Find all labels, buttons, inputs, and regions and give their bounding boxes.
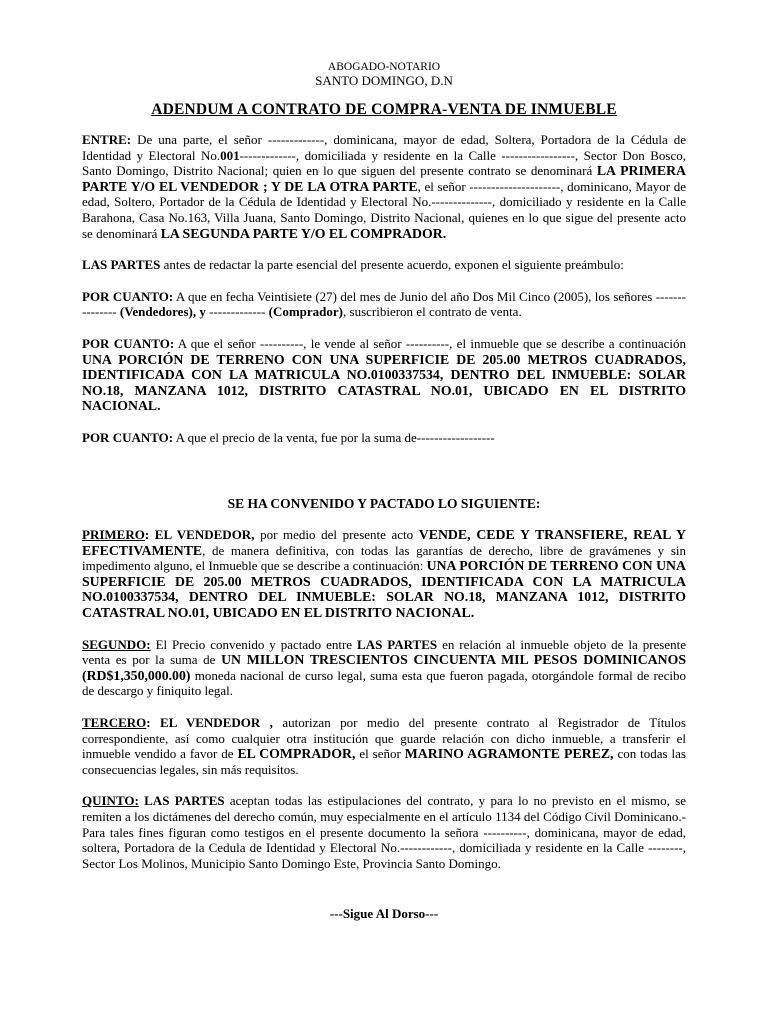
tercero-text-3: con todas las consecuencias legales, sin más requisitos.	[82, 746, 686, 777]
por-cuanto-3-text: A que el precio de la venta, fue por la suma de------------------	[173, 429, 495, 445]
las-partes-paragraph	[82, 257, 686, 273]
primero-label: PRIMERO	[82, 527, 145, 542]
document-title: ADENDUM A CONTRATO DE COMPRA-VENTA DE INMUEBLE	[151, 101, 617, 118]
las-partes-text: antes de redactar la parte esencial del presente acuerdo, exponen el siguiente preámbulo:	[160, 257, 624, 273]
comprador-label: (Comprador)	[268, 304, 344, 320]
tercero-nombre: MARINO AGRAMONTE PEREZ,	[404, 746, 614, 762]
clause-primero	[82, 527, 686, 621]
por-cuanto-3-paragraph	[82, 430, 686, 446]
primero-property-description: UNA PORCIÓN DE TERRENO CON UNA SUPERFICIE DE 205.00 METROS CUADRADOS, IDENTIFICADA CON LA MATRICULA NO.0100337534, DENTRO DEL INMUEBLE: SOLAR NO.18, MANZANA 1012, DISTRITO CATASTRAL NO.01, UBICADO EN EL DISTRITO NACIONAL.	[82, 558, 686, 620]
primero-text-2: , de manera definitiva, con todas las garantías de derecho, libre de gravámenes y sin impedimento alguno, el Inmueble que se describe a continuación:	[82, 542, 686, 574]
clause-quinto	[82, 793, 686, 871]
por-cuanto-2-label: POR CUANTO:	[82, 335, 175, 351]
segundo-text-2: en relación al inmueble objeto de la presente venta es por la suma de	[82, 636, 687, 668]
quinto-text-2: , domiciliada y residente en la Calle --------, Sector Los Molinos, Municipio Santo Domingo Este, Provincia Santo Domingo.	[82, 840, 686, 871]
tercero-text-2: el señor	[355, 746, 405, 762]
vendedores-label: (Vendedores), y	[119, 304, 206, 320]
quinto-label: QUINTO:	[82, 793, 139, 809]
header-profession: ABOGADO-NOTARIO	[327, 61, 441, 73]
entre-text-5: , domiciliado y residente en la Calle Barahona, Casa No.163, Villa Juana, Santo Domingo, Distrito Nacional, quienes en lo que sigue del presente acto se denominará	[82, 194, 686, 241]
tercero-comprador: EL COMPRADOR,	[237, 746, 356, 762]
tercero-label: TERCERO	[82, 714, 147, 730]
tercero-text-1: autorizan por medio del presente contrato al Registrador de Títulos correspondiente, así como cualquier otra institución que guarde relación con dicho inmueble, a transferir el inmueble vendido a favor de	[82, 714, 686, 762]
entre-label: ENTRE:	[82, 132, 132, 147]
entre-no-001: 001	[220, 147, 240, 163]
las-partes-label: LAS PARTES	[82, 257, 161, 273]
header-location: SANTO DOMINGO, D.N	[315, 73, 453, 88]
agreement-heading: SE HA CONVENIDO Y PACTADO LO SIGUIENTE:	[227, 496, 541, 511]
por-cuanto-3-label: POR CUANTO:	[82, 429, 174, 445]
primero-vendedor: EL VENDEDOR,	[154, 527, 255, 542]
segundo-text-1: El Precio convenido y pactado entre	[150, 636, 358, 652]
segundo-label: SEGUNDO:	[82, 636, 151, 652]
entre-text-2: , dominicana, mayor de edad, Soltera, Portadora de la Cédula de Identidad y Electoral No.	[82, 132, 686, 163]
clause-segundo	[82, 637, 686, 699]
tercero-vendedor: EL VENDEDOR ,	[160, 714, 273, 730]
por-cuanto-2-text: A que el señor ----------, le vende al señor ----------, el inmueble que se describe a continuación	[174, 335, 687, 351]
entre-text-1: De una parte, el señor -------------	[131, 132, 325, 147]
por-cuanto-2-paragraph	[82, 336, 686, 414]
por-cuanto-1-text-3: , suscribieron el contrato de venta.	[343, 304, 522, 320]
quinto-partes: LAS PARTES	[144, 793, 225, 809]
tercero-colon: :	[146, 714, 161, 730]
clauses-section	[82, 527, 686, 887]
por-cuanto-1-text-2: -------------	[205, 304, 269, 320]
entre-text-3: -------------, domiciliada y residente en la Calle -----------------, Sector Don Bosco, Santo Domingo, Distrito Nacional; quien en lo que siguen del presente contrato se denominará	[82, 147, 686, 179]
por-cuanto-1-text-1: A que en fecha Veintisiete (27) del mes de Junio del año Dos Mil Cinco (2005), los señores ---------------	[82, 288, 687, 320]
primero-text-1: por medio del presente acto	[254, 527, 419, 542]
segunda-parte-label: LA SEGUNDA PARTE Y/O EL COMPRADOR.	[160, 225, 447, 241]
clause-tercero	[82, 715, 686, 777]
primero-colon: :	[144, 527, 155, 542]
quinto-text-1: aceptan todas las estipulaciones del contrato, y para lo no previsto en el mismo, se remiten a los dictámenes del derecho común, muy especialmente en el artículo 1134 del Código Civil Dominicano.-Para tales fines figuran como testigos en el presente documento la señora ----------, dominicana, mayor de edad, soltera, Portadora de la Cedula de Identidad y Electoral No.------------	[82, 793, 687, 856]
segundo-text-3: moneda nacional de curso legal, suma esta que fueron pagada, otorgándole formal de recibo de descargo y finiquito legal.	[82, 667, 686, 699]
entre-paragraph	[82, 132, 686, 241]
segundo-partes: LAS PARTES	[357, 636, 438, 652]
primera-parte-label: LA PRIMERA PARTE Y/O EL VENDEDOR ; Y DE LA OTRA PARTE	[82, 163, 686, 194]
primero-vende-cede: VENDE, CEDE Y TRANSFIERE, REAL Y EFECTIVAMENTE	[82, 527, 686, 558]
continued-on-back: ---Sigue Al Dorso---	[329, 906, 439, 921]
preamble-section	[82, 132, 686, 462]
por-cuanto-1-label: POR CUANTO:	[82, 288, 174, 304]
property-description: UNA PORCIÓN DE TERRENO CON UNA SUPERFICIE DE 205.00 METROS CUADRADOS, IDENTIFICADA CON LA MATRICULA NO.0100337534, DENTRO DEL INMUEBLE: SOLAR NO.18, MANZANA 1012, DISTRITO CATASTRAL NO.01, UBICADO EN EL DISTRITO NACIONAL.	[82, 351, 686, 414]
por-cuanto-1-paragraph	[82, 289, 686, 320]
entre-text-4: , el señor ---------------------, dominicano, Mayor de edad, Soltero, Portador de la Cédula de Identidad y Electoral No.--------------	[82, 178, 686, 210]
segundo-monto: UN MILLON TRESCIENTOS CINCUENTA MIL PESOS DOMINICANOS (RD$1,350,000.00)	[82, 652, 687, 683]
